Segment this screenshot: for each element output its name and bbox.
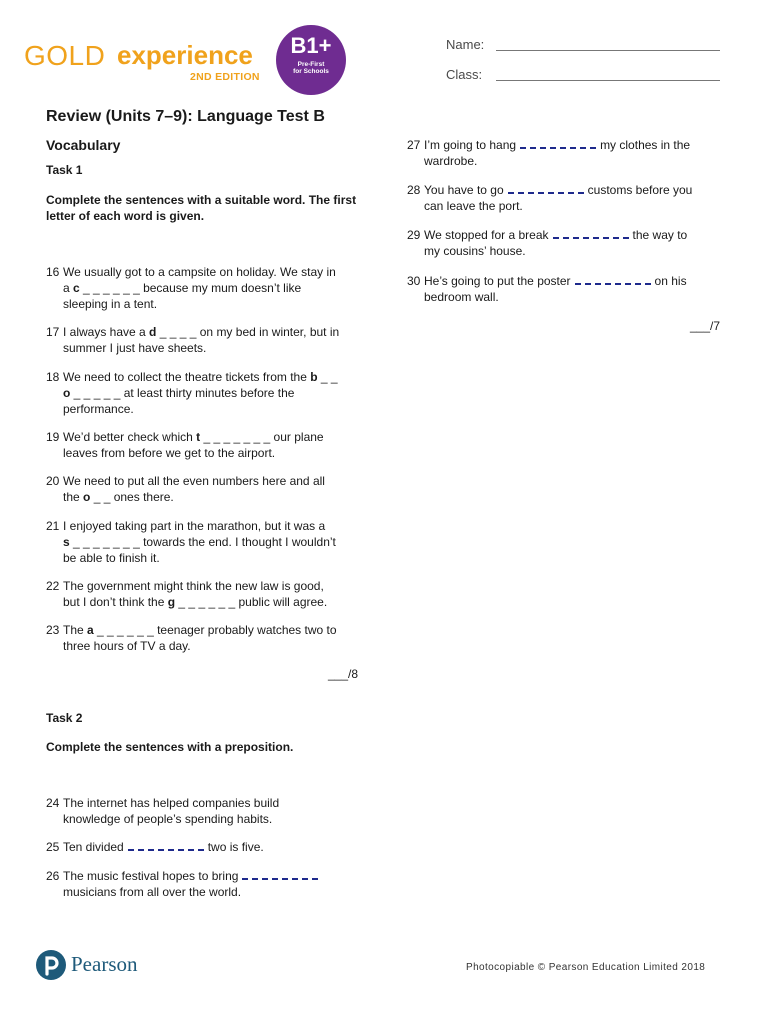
question-22 bbox=[46, 578, 327, 610]
level-sub-2: for Schools bbox=[293, 68, 329, 75]
question-text: a bbox=[63, 281, 74, 295]
question-text: bedroom wall. bbox=[424, 290, 499, 304]
answer-blank[interactable]: _ _ _ _ _ _ _ our plane bbox=[200, 430, 324, 444]
question-text: You have to go bbox=[424, 183, 504, 197]
question-text: The internet has helped companies build bbox=[63, 796, 280, 810]
question-number: 22 bbox=[46, 579, 60, 593]
answer-blank[interactable]: _ _ _ _ _ _ teenager probably watches two to bbox=[93, 623, 337, 637]
answer-blank[interactable] bbox=[520, 139, 596, 149]
level-text: B1+ bbox=[290, 33, 332, 58]
first-letter: o bbox=[83, 490, 91, 504]
first-letter: a bbox=[87, 623, 94, 637]
question-number: 19 bbox=[46, 430, 60, 444]
question-27 bbox=[407, 137, 690, 169]
question-number: 24 bbox=[46, 796, 60, 810]
question-text: I enjoyed taking part in the marathon, but it was a bbox=[63, 519, 326, 533]
question-text: can leave the port. bbox=[424, 199, 523, 213]
question-number: 23 bbox=[46, 623, 60, 637]
page-title: Review (Units 7–9): Language Test B bbox=[46, 108, 325, 125]
question-number: 16 bbox=[46, 265, 60, 279]
question-text: The government might think the new law is good, bbox=[63, 579, 324, 593]
question-text: wardrobe. bbox=[424, 154, 478, 168]
question-number: 20 bbox=[46, 474, 60, 488]
question-number: 30 bbox=[407, 274, 421, 288]
level-sub-1: Pre-First bbox=[297, 61, 325, 68]
first-letter: s bbox=[63, 535, 70, 549]
first-letter: d bbox=[149, 325, 157, 339]
answer-blank[interactable]: _ _ bbox=[317, 370, 338, 384]
first-letter: o bbox=[63, 386, 71, 400]
question-text: the way to bbox=[632, 228, 688, 242]
copyright-notice: Photocopiable © Pearson Education Limited 2018 bbox=[466, 962, 706, 973]
question-30 bbox=[407, 273, 687, 305]
question-number: 28 bbox=[407, 183, 421, 197]
answer-blank[interactable] bbox=[575, 275, 651, 285]
question-text: be able to finish it. bbox=[63, 551, 160, 565]
question-text: leaves from before we get to the airport. bbox=[63, 446, 276, 460]
question-text: I’m going to hang bbox=[424, 138, 517, 152]
answer-blank[interactable]: _ _ _ _ _ _ _ towards the end. I thought I wouldn’t bbox=[69, 535, 336, 549]
question-number: 17 bbox=[46, 325, 60, 339]
question-text: I always have a bbox=[63, 325, 150, 339]
task1-heading: Task 1 bbox=[46, 163, 83, 177]
answer-blank[interactable] bbox=[508, 184, 584, 194]
question-text: two is five. bbox=[207, 840, 264, 854]
question-24 bbox=[46, 795, 279, 827]
question-text: The music festival hopes to bring bbox=[63, 869, 239, 883]
question-text: The bbox=[63, 623, 88, 637]
question-16 bbox=[46, 264, 336, 312]
question-number: 26 bbox=[46, 869, 60, 883]
question-text: sleeping in a tent. bbox=[63, 297, 158, 311]
question-20 bbox=[46, 473, 325, 505]
question-text: We need to collect the theatre tickets from the bbox=[63, 370, 311, 384]
question-26 bbox=[46, 868, 322, 900]
question-number: 18 bbox=[46, 370, 60, 384]
question-25 bbox=[46, 839, 264, 855]
question-text: but I don’t think the bbox=[63, 595, 168, 609]
answer-blank[interactable]: _ _ _ _ _ _ public will agree. bbox=[175, 595, 328, 609]
first-letter: t bbox=[196, 430, 201, 444]
question-text: on his bbox=[654, 274, 687, 288]
question-17 bbox=[46, 324, 339, 356]
question-text: performance. bbox=[63, 402, 134, 416]
question-19 bbox=[46, 429, 324, 461]
class-label: Class: bbox=[446, 67, 483, 82]
answer-blank[interactable] bbox=[242, 870, 318, 880]
question-text: Ten divided bbox=[63, 840, 124, 854]
first-letter: b bbox=[310, 370, 318, 384]
answer-blank[interactable] bbox=[128, 841, 204, 851]
question-number: 27 bbox=[407, 138, 421, 152]
task2-instruction: Complete the sentences with a preposition. bbox=[46, 740, 294, 754]
question-number: 25 bbox=[46, 840, 60, 854]
question-text: my cousins’ house. bbox=[424, 244, 526, 258]
question-number: 21 bbox=[46, 519, 60, 533]
answer-blank[interactable]: _ _ _ _ _ _ because my mum doesn’t like bbox=[79, 281, 302, 295]
section-heading: Vocabulary bbox=[46, 137, 121, 153]
answer-blank[interactable]: _ _ _ _ _ at least thirty minutes before the bbox=[70, 386, 295, 400]
name-label: Name: bbox=[446, 37, 485, 52]
question-text: We’d better check which bbox=[63, 430, 197, 444]
answer-blank[interactable] bbox=[553, 229, 629, 239]
first-letter: g bbox=[167, 595, 176, 609]
pearson-wordmark: Pearson bbox=[71, 952, 138, 976]
brand-gold-text: GOLD bbox=[24, 40, 106, 71]
answer-blank[interactable]: _ _ ones there. bbox=[90, 490, 174, 504]
question-text: my clothes in the bbox=[600, 138, 691, 152]
first-letter: c bbox=[73, 281, 80, 295]
question-29 bbox=[407, 227, 687, 259]
question-text: We usually got to a campsite on holiday. We stay in bbox=[63, 265, 336, 279]
pearson-logo-icon bbox=[36, 950, 66, 985]
question-text: three hours of TV a day. bbox=[63, 639, 191, 653]
question-28 bbox=[407, 182, 692, 214]
task1-instruction: Complete the sentences with a suitable word. The first letter of each word is given. bbox=[46, 193, 357, 223]
task1-score[interactable]: ___/8 bbox=[328, 667, 359, 681]
question-text: We need to put all the even numbers here and all bbox=[63, 474, 325, 488]
question-text: musicians from all over the world. bbox=[63, 885, 242, 899]
brand-experience-text: experience bbox=[117, 40, 253, 70]
level-badge bbox=[276, 25, 346, 95]
question-text: the bbox=[63, 490, 84, 504]
question-text: He’s going to put the poster bbox=[424, 274, 571, 288]
name-field[interactable] bbox=[496, 50, 720, 51]
question-23 bbox=[46, 622, 337, 654]
question-text: knowledge of people’s spending habits. bbox=[63, 812, 273, 826]
question-text: summer I just have sheets. bbox=[63, 341, 207, 355]
question-18 bbox=[46, 369, 338, 417]
question-number: 29 bbox=[407, 228, 421, 242]
question-text: customs before you bbox=[587, 183, 693, 197]
edition-label: 2ND EDITION bbox=[190, 71, 260, 83]
answer-blank[interactable]: _ _ _ _ on my bed in winter, but in bbox=[156, 325, 340, 339]
class-field[interactable] bbox=[496, 80, 720, 81]
question-text: We stopped for a break bbox=[424, 228, 549, 242]
question-21 bbox=[46, 518, 336, 566]
task2-score[interactable]: ___/7 bbox=[690, 319, 721, 333]
task2-heading: Task 2 bbox=[46, 711, 83, 725]
